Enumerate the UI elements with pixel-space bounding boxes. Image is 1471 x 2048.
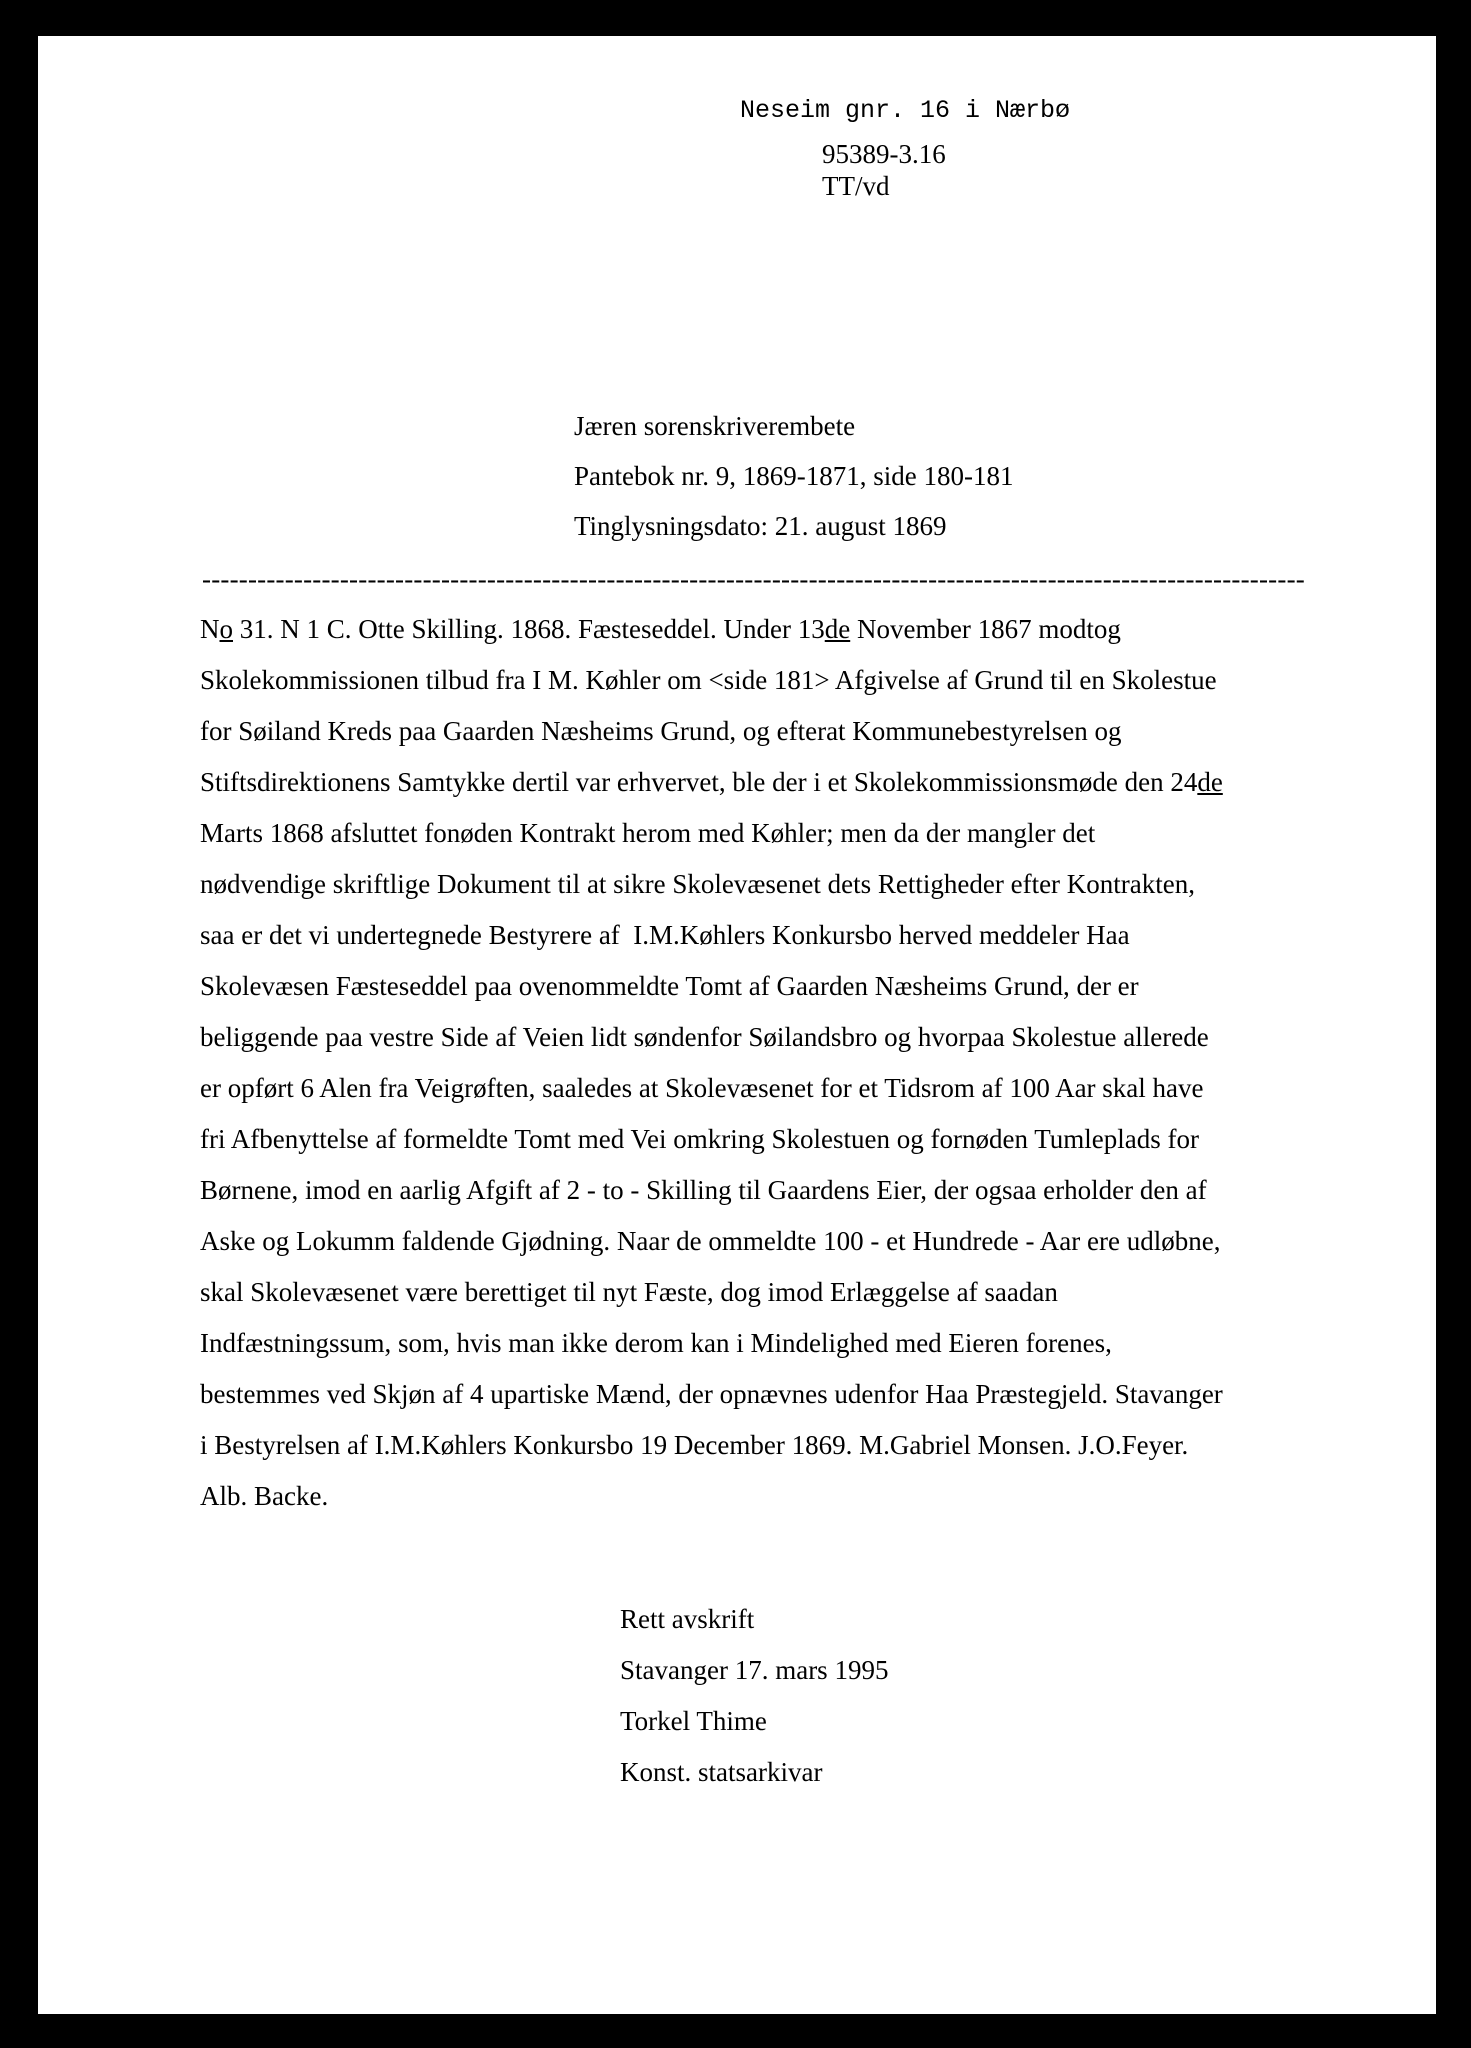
body-line: for Søiland Kreds paa Gaarden Næsheims Grund, og efterat Kommunebestyrelsen og [200, 716, 1122, 746]
certification-label: Rett avskrift [620, 1604, 755, 1634]
source-book: Pantebok nr. 9, 1869-1871, side 180-181 [574, 461, 1014, 491]
body-line: fri Afbenyttelse af formeldte Tomt med Vei omkring Skolestuen og fornøden Tumleplads for [200, 1124, 1199, 1154]
signer-title: Konst. statsarkivar [620, 1757, 823, 1787]
separator-line: ------------------------------------------------------------------------------------------------------------------------ [202, 564, 1305, 594]
initials: TT/vd [822, 171, 890, 201]
document-page [38, 36, 1436, 2014]
body-line: No 31. N 1 C. Otte Skilling. 1868. Fæsteseddel. Under 13de November 1867 modtog [200, 614, 1121, 644]
body-line: Skolekommissionen tilbud fra I M. Køhler om <side 181> Afgivelse af Grund til en Skolestue [200, 665, 1217, 695]
transcription-body [200, 604, 1320, 1522]
reference-number: 95389-3.16 [822, 139, 946, 169]
body-line: Aske og Lokumm faldende Gjødning. Naar de ommeldte 100 - et Hundrede - Aar ere udløbne, [200, 1226, 1221, 1256]
body-line: saa er det vi undertegnede Bestyrere af I.M.Køhlers Konkursbo herved meddeler Haa [200, 920, 1130, 950]
body-line: er opført 6 Alen fra Veigrøften, saaledes at Skolevæsenet for et Tidsrom af 100 Aar skal have [200, 1073, 1204, 1103]
body-line: bestemmes ved Skjøn af 4 upartiske Mænd, der opnævnes udenfor Haa Præstegjeld. Stavanger [200, 1379, 1223, 1409]
body-line: Marts 1868 afsluttet fonøden Kontrakt herom med Køhler; men da der mangler det [200, 818, 1096, 848]
body-line: beliggende paa vestre Side af Veien lidt søndenfor Søilandsbro og hvorpaa Skolestue allerede [200, 1022, 1209, 1052]
registration-date: Tinglysningsdato: 21. august 1869 [574, 511, 947, 541]
body-line: skal Skolevæsenet være berettiget til nyt Fæste, dog imod Erlæggelse af saadan [200, 1277, 1058, 1307]
body-line: Børnene, imod en aarlig Afgift af 2 - to - Skilling til Gaardens Eier, der ogsaa erholder den af [200, 1175, 1207, 1205]
body-line: Indfæstningssum, som, hvis man ikke derom kan i Mindelighed med Eieren forenes, [200, 1328, 1112, 1358]
body-line: i Bestyrelsen af I.M.Køhlers Konkursbo 19 December 1869. M.Gabriel Monsen. J.O.Feyer. [200, 1430, 1189, 1460]
body-line: Skolevæsen Fæsteseddel paa ovenommeldte Tomt af Gaarden Næsheims Grund, der er [200, 971, 1139, 1001]
body-line: Stiftsdirektionens Samtykke dertil var erhvervet, ble der i et Skolekommissionsmøde den 24de [200, 767, 1223, 797]
body-line: Alb. Backe. [200, 1481, 329, 1511]
typed-title: Neseim gnr. 16 i Nærbø [740, 96, 1071, 125]
source-office: Jæren sorenskriverembete [574, 411, 856, 441]
body-line: nødvendige skriftlige Dokument til at sikre Skolevæsenet dets Rettigheder efter Kontrakten, [200, 869, 1196, 899]
signer-name: Torkel Thime [620, 1706, 767, 1736]
certification-place-date: Stavanger 17. mars 1995 [620, 1655, 889, 1685]
certification-block [620, 1594, 888, 1798]
